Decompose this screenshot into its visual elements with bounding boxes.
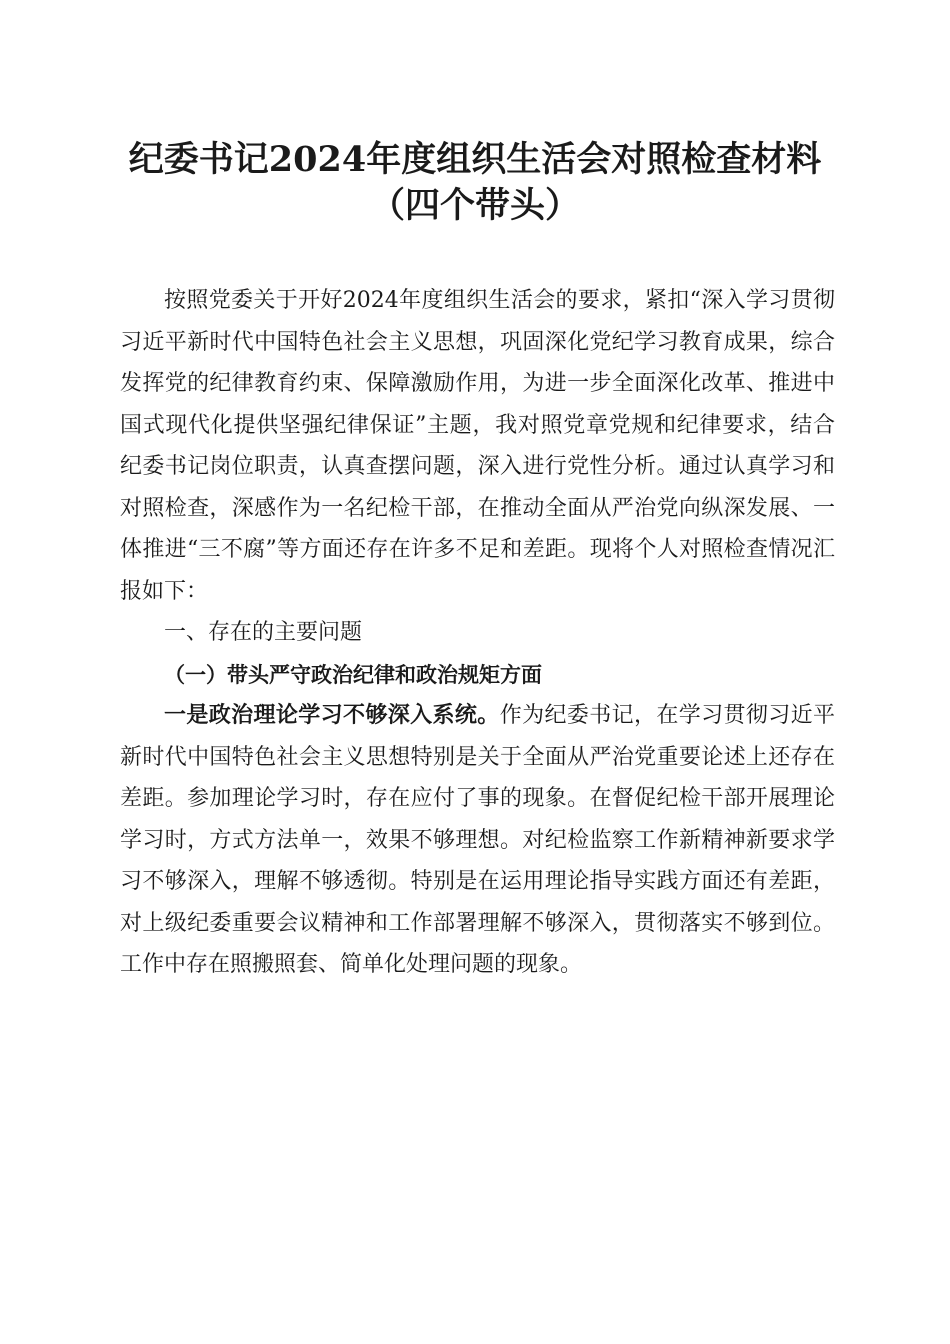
section-heading: 一、存在的主要问题	[164, 620, 363, 645]
document-title-line1: 纪委书记2024年度组织生活会对照检查材料	[128, 139, 822, 180]
subsection-heading: （一）带头严守政治纪律和政治规矩方面	[164, 661, 542, 687]
document-body	[120, 280, 835, 986]
point-text: 作为纪委书记，在学习贯彻习近平新时代中国特色社会主义思想特别是关于全面从严治党重要论述上还存在差距。参加理论学习时，存在应付了事的现象。在督促纪检干部开展理论学习时，方式方法单一，效果不够理想。对纪检监察工作新精神新要求学习不够深入，理解不够透彻。特别是在运用理论指导实践方面还有差距，对上级纪委重要会议精神和工作部署理解不够深入，贯彻落实不够到位。工作中存在照搬照套、简单化处理问题的现象。	[120, 703, 835, 977]
point-paragraph	[120, 695, 835, 986]
document-title-line2: （四个带头）	[369, 185, 580, 226]
point-lead: 一是政治理论学习不够深入系统。	[164, 702, 500, 728]
intro-paragraph: 按照党委关于开好2024年度组织生活会的要求，紧扣“深入学习贯彻习近平新时代中国特色社会主义思想，巩固深化党纪学习教育成果，综合发挥党的纪律教育约束、保障激励作用，为进一步全面深化改革、推进中国式现代化提供坚强纪律保证”主题，我对照党章党规和纪律要求，结合纪委书记岗位职责，认真查摆问题，深入进行党性分析。通过认真学习和对照检查，深感作为一名纪检干部，在推动全面从严治党向纵深发展、一体推进“三不腐”等方面还存在许多不足和差距。现将个人对照检查情况汇报如下：	[120, 288, 835, 604]
